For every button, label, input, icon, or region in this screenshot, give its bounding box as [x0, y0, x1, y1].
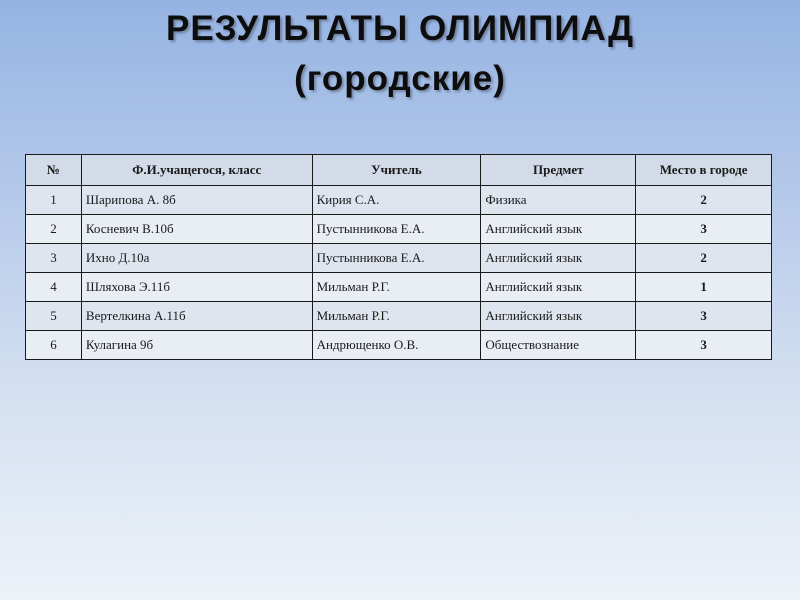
- cell-student: Кулагина 9б: [81, 331, 312, 360]
- cell-student: Шарипова А. 8б: [81, 186, 312, 215]
- cell-number: 1: [26, 186, 82, 215]
- table-row: [26, 331, 772, 360]
- cell-number: 2: [26, 215, 82, 244]
- cell-teacher: Пустынникова Е.А.: [312, 215, 481, 244]
- table-row: [26, 302, 772, 331]
- cell-subject: Английский язык: [481, 273, 636, 302]
- header-subject: Предмет: [481, 155, 636, 186]
- table-row: [26, 244, 772, 273]
- cell-place: 3: [636, 215, 772, 244]
- cell-place: 3: [636, 331, 772, 360]
- cell-subject: Английский язык: [481, 215, 636, 244]
- title-line-subtitle: (городские): [294, 59, 506, 98]
- cell-teacher: Пустынникова Е.А.: [312, 244, 481, 273]
- cell-place: 3: [636, 302, 772, 331]
- cell-number: 4: [26, 273, 82, 302]
- olympiad-results-table: [25, 154, 772, 360]
- slide-title: [0, 4, 800, 104]
- title-line-main: РЕЗУЛЬТАТЫ ОЛИМПИАД: [165, 9, 635, 48]
- cell-number: 6: [26, 331, 82, 360]
- cell-subject: Физика: [481, 186, 636, 215]
- cell-teacher: Кирия С.А.: [312, 186, 481, 215]
- header-number: №: [26, 155, 82, 186]
- cell-number: 5: [26, 302, 82, 331]
- cell-number: 3: [26, 244, 82, 273]
- cell-student: Ихно Д.10а: [81, 244, 312, 273]
- cell-subject: Обществознание: [481, 331, 636, 360]
- table-row: [26, 273, 772, 302]
- cell-teacher: Мильман Р.Г.: [312, 273, 481, 302]
- table-header-row: [26, 155, 772, 186]
- cell-teacher: Мильман Р.Г.: [312, 302, 481, 331]
- cell-place: 2: [636, 186, 772, 215]
- table-row: [26, 186, 772, 215]
- cell-subject: Английский язык: [481, 302, 636, 331]
- header-teacher: Учитель: [312, 155, 481, 186]
- table-row: [26, 215, 772, 244]
- header-student: Ф.И.учащегося, класс: [81, 155, 312, 186]
- cell-place: 2: [636, 244, 772, 273]
- cell-student: Шляхова Э.11б: [81, 273, 312, 302]
- cell-subject: Английский язык: [481, 244, 636, 273]
- cell-teacher: Андрющенко О.В.: [312, 331, 481, 360]
- cell-student: Вертелкина А.11б: [81, 302, 312, 331]
- cell-place: 1: [636, 273, 772, 302]
- header-place: Место в городе: [636, 155, 772, 186]
- cell-student: Косневич В.10б: [81, 215, 312, 244]
